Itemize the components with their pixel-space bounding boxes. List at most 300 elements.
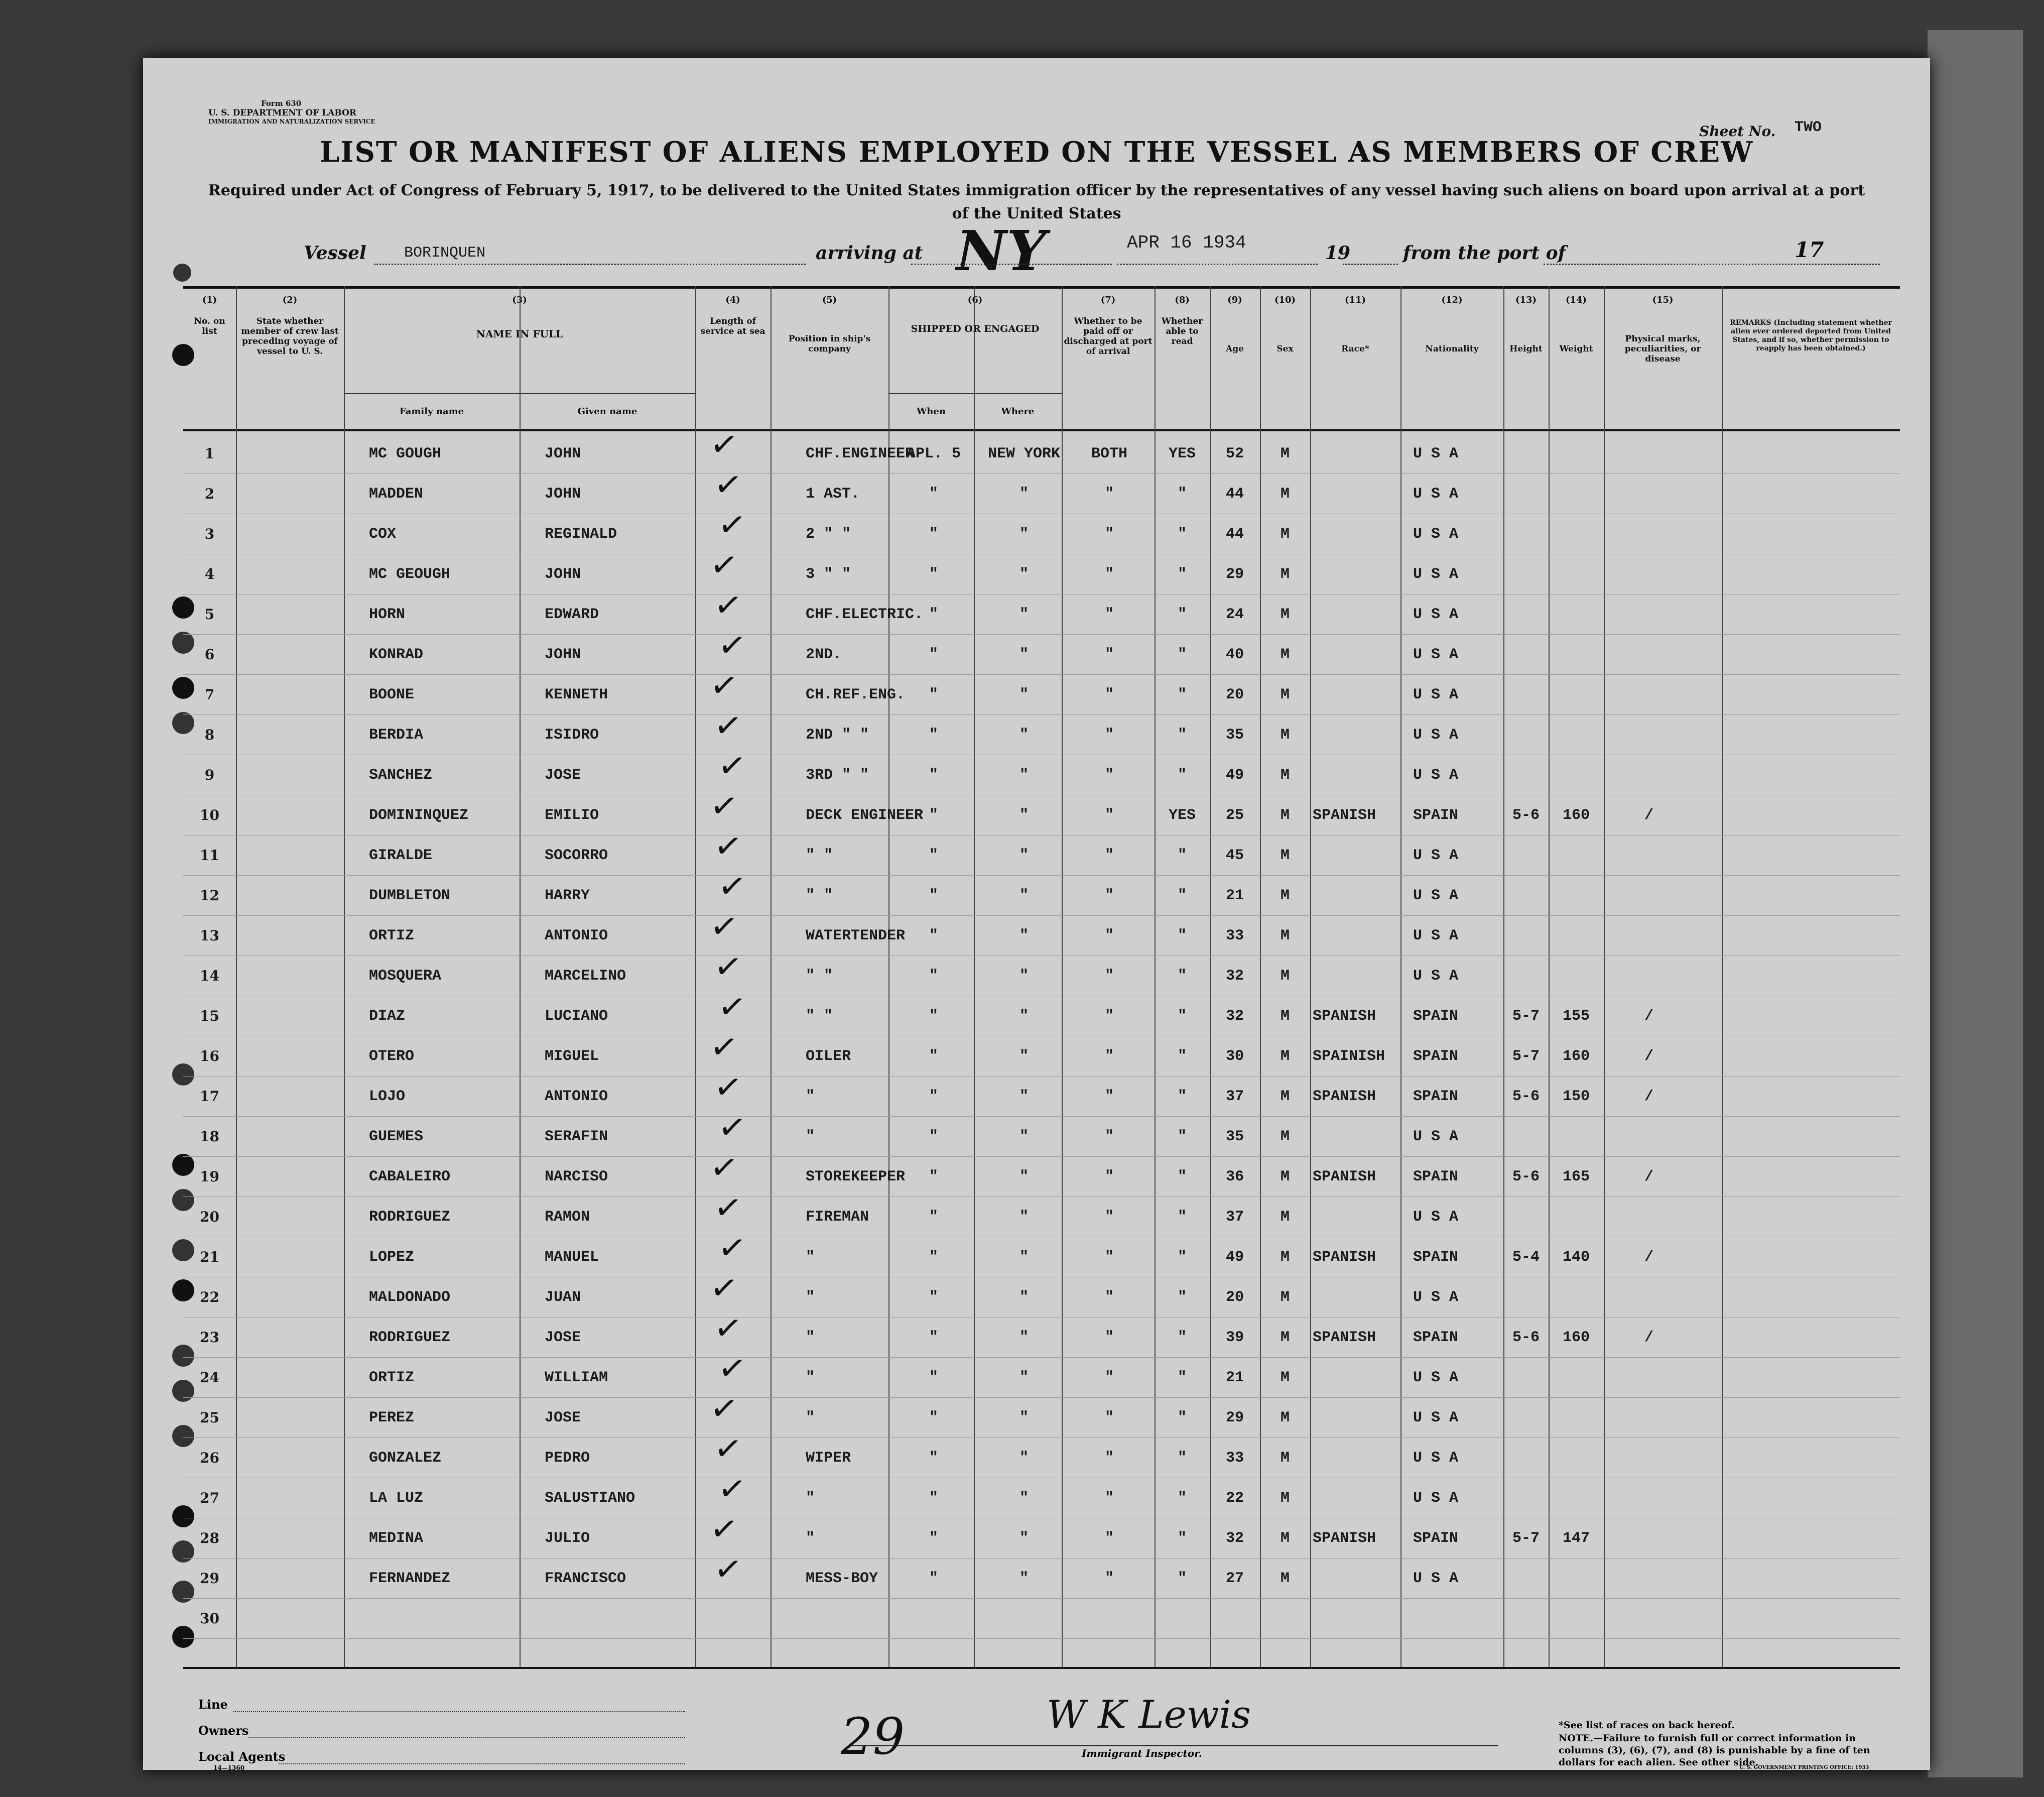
height <box>1503 1439 1549 1478</box>
able-to-read: " <box>1177 1329 1187 1346</box>
row-number: 28 <box>200 1530 219 1546</box>
height: 5-6 <box>1512 807 1540 824</box>
able-to-read: " <box>1177 1369 1187 1386</box>
col-subheader-where: Where <box>974 393 1062 429</box>
weight <box>1549 1559 1604 1598</box>
given-name: PEDRO <box>545 1450 590 1467</box>
check-mark: ✓ <box>707 1508 741 1550</box>
page-title: LIST OR MANIFEST OF ALIENS EMPLOYED ON THE VESSEL AS MEMBERS OF CREW <box>319 136 1754 169</box>
check-mark: ✓ <box>707 1387 741 1430</box>
col-header-remarks: REMARKS (Including statement whether alien ever ordered deported from United States, and if so, whether permission to reapply has been obtained.) <box>1730 319 1892 352</box>
check-mark: ✓ <box>715 1347 749 1390</box>
nationality: SPAIN <box>1413 1088 1459 1105</box>
age: 20 <box>1225 1289 1244 1306</box>
row-number: 5 <box>204 606 215 623</box>
race: SPANISH <box>1313 1530 1376 1547</box>
from-port-label: from the port of <box>1403 243 1566 264</box>
paid-off: " <box>1104 1048 1114 1065</box>
race <box>1313 1479 1403 1518</box>
nationality: SPAIN <box>1413 1530 1459 1547</box>
shipped-when: " <box>929 847 938 864</box>
given-name: SOCORRO <box>545 847 608 864</box>
age: 39 <box>1225 1329 1244 1346</box>
table-row <box>183 1146 1900 1197</box>
family-name: BERDIA <box>369 727 424 744</box>
weight <box>1549 836 1604 875</box>
position: WIPER <box>806 1450 851 1467</box>
col-subheader-family: Family name <box>344 393 521 429</box>
family-name: ORTIZ <box>369 1369 415 1386</box>
able-to-read: YES <box>1168 445 1196 462</box>
weight <box>1549 715 1604 755</box>
year-label: 19 <box>1325 243 1351 264</box>
shipped-where <box>981 1599 1067 1638</box>
nationality: U S A <box>1413 526 1459 543</box>
given-name: MARCELINO <box>545 968 626 985</box>
shipped-when: " <box>929 1088 938 1105</box>
sex: M <box>1280 767 1290 784</box>
able-to-read: " <box>1177 1209 1187 1226</box>
col-header-age: (9) Age <box>1210 289 1261 429</box>
age: 29 <box>1225 566 1244 583</box>
nationality: U S A <box>1413 1128 1459 1145</box>
height <box>1503 876 1549 915</box>
vessel-line <box>143 218 1930 283</box>
age: 35 <box>1225 727 1244 744</box>
age: 44 <box>1225 486 1244 503</box>
paid-off: " <box>1104 686 1114 703</box>
physical-marks <box>1629 1197 1669 1237</box>
row-number: 1 <box>204 445 215 462</box>
underlying-page <box>1928 30 2023 1777</box>
given-name: ANTONIO <box>545 1088 608 1105</box>
paid-off: " <box>1104 767 1114 784</box>
family-name: ORTIZ <box>369 927 415 944</box>
shipped-when: " <box>929 1128 938 1145</box>
col-header-read: (8) Whether able to read <box>1155 289 1211 429</box>
table-row <box>183 945 1900 996</box>
height <box>1503 515 1549 554</box>
paid-off: " <box>1104 727 1114 744</box>
weight: 147 <box>1562 1530 1590 1547</box>
paid-off: " <box>1104 1450 1114 1467</box>
sex: M <box>1280 1570 1290 1587</box>
position: " <box>806 1289 815 1306</box>
sex: M <box>1280 1369 1290 1386</box>
given-name: JOHN <box>545 566 581 583</box>
row-number: 29 <box>200 1570 219 1587</box>
able-to-read: " <box>1177 1048 1187 1065</box>
height <box>1503 715 1549 755</box>
check-mark: ✓ <box>711 704 745 747</box>
nationality: U S A <box>1413 445 1459 462</box>
physical-marks: / <box>1644 1048 1653 1065</box>
shipped-where: " <box>1019 847 1029 864</box>
shipped-where: " <box>1019 606 1029 623</box>
shipped-when <box>896 1599 971 1638</box>
given-name: MIGUEL <box>545 1048 599 1065</box>
manifest-sheet <box>143 58 1930 1770</box>
family-name: CABALEIRO <box>369 1168 451 1185</box>
age: 35 <box>1225 1128 1244 1145</box>
weight <box>1549 635 1604 674</box>
height <box>1503 836 1549 875</box>
table-row <box>183 584 1900 635</box>
manifest-footer <box>183 1667 1900 1770</box>
row-number: 9 <box>204 767 215 783</box>
paid-off: " <box>1104 1409 1114 1426</box>
physical-marks <box>1629 1439 1669 1478</box>
row-number: 4 <box>204 566 215 582</box>
able-to-read: " <box>1177 646 1187 663</box>
height: 5-6 <box>1512 1168 1540 1185</box>
age: 45 <box>1225 847 1244 864</box>
family-name: MEDINA <box>369 1530 424 1547</box>
shipped-where: " <box>1019 1088 1029 1105</box>
position: " " <box>806 887 833 904</box>
height: 5-7 <box>1512 1530 1540 1547</box>
shipped-where: " <box>1019 1329 1029 1346</box>
age: 32 <box>1225 1530 1244 1547</box>
weight <box>1549 434 1604 473</box>
race <box>1313 595 1403 634</box>
shipped-where: " <box>1019 1048 1029 1065</box>
physical-marks <box>1629 1479 1669 1518</box>
shipped-where: " <box>1019 566 1029 583</box>
sex <box>1262 1599 1308 1638</box>
paid-off: " <box>1104 1008 1114 1025</box>
table-row <box>183 1387 1900 1438</box>
row-number: 22 <box>200 1289 219 1305</box>
nationality: U S A <box>1413 606 1459 623</box>
col-header-no: (1) No. on list <box>183 289 237 429</box>
position: 2 " " <box>806 526 851 543</box>
shipped-when: " <box>929 686 938 703</box>
printer-line: U. S. GOVERNMENT PRINTING OFFICE: 1933 <box>1739 1765 1869 1770</box>
weight: 160 <box>1562 807 1590 824</box>
paid-off <box>1064 1599 1155 1638</box>
given-name: ISIDRO <box>545 727 599 744</box>
able-to-read: " <box>1177 1409 1187 1426</box>
age: 37 <box>1225 1209 1244 1226</box>
race <box>1313 515 1403 554</box>
age: 25 <box>1225 807 1244 824</box>
paid-off: " <box>1104 1168 1114 1185</box>
race <box>1313 474 1403 514</box>
age: 49 <box>1225 1249 1244 1266</box>
able-to-read: " <box>1177 1490 1187 1507</box>
position: 1 AST. <box>806 486 860 503</box>
race <box>1313 916 1403 955</box>
sex: M <box>1280 847 1290 864</box>
able-to-read: " <box>1177 606 1187 623</box>
able-to-read: " <box>1177 887 1187 904</box>
height <box>1503 595 1549 634</box>
paid-off: " <box>1104 606 1114 623</box>
check-mark: ✓ <box>707 1146 741 1189</box>
position: 3RD " " <box>806 767 869 784</box>
row-number: 8 <box>204 727 215 743</box>
age: 40 <box>1225 646 1244 663</box>
row-number: 2 <box>204 486 215 502</box>
check-mark: ✓ <box>707 1267 741 1309</box>
race <box>1313 756 1403 795</box>
sex: M <box>1280 1289 1290 1306</box>
age: 33 <box>1225 1450 1244 1467</box>
height <box>1503 474 1549 514</box>
given-name: LUCIANO <box>545 1008 608 1025</box>
weight: 160 <box>1562 1048 1590 1065</box>
able-to-read: " <box>1177 526 1187 543</box>
shipped-where: " <box>1019 727 1029 744</box>
table-header <box>183 286 1900 431</box>
check-mark: ✓ <box>711 1427 745 1470</box>
paid-off: " <box>1104 1369 1114 1386</box>
col-header-prior-voyage: (2) State whether member of crew last preceding voyage of vessel to U. S. <box>236 289 345 429</box>
position: " " <box>806 847 833 864</box>
family-name: RODRIGUEZ <box>369 1329 451 1346</box>
family-name: MALDONADO <box>369 1289 451 1306</box>
sex: M <box>1280 1530 1290 1547</box>
given-name: NARCISO <box>545 1168 608 1185</box>
paid-off: " <box>1104 1490 1114 1507</box>
height: 5-6 <box>1512 1088 1540 1105</box>
nationality: U S A <box>1413 767 1459 784</box>
physical-marks <box>1629 555 1669 594</box>
position: CH.REF.ENG. <box>806 686 906 703</box>
position: " <box>806 1409 815 1426</box>
age: 32 <box>1225 1008 1244 1025</box>
arriving-port: NY <box>956 218 1047 283</box>
table-row <box>183 664 1900 715</box>
table-row <box>183 745 1900 795</box>
shipped-where: NEW YORK <box>987 445 1061 462</box>
able-to-read: " <box>1177 767 1187 784</box>
shipped-when: " <box>929 1209 938 1226</box>
check-mark: ✓ <box>711 1548 745 1591</box>
weight <box>1549 515 1604 554</box>
race <box>1313 434 1403 473</box>
race: SPANISH <box>1313 1088 1376 1105</box>
paid-off: " <box>1104 1570 1114 1587</box>
shipped-where: " <box>1019 1249 1029 1266</box>
nationality: SPAIN <box>1413 1008 1459 1025</box>
check-mark: ✓ <box>715 986 749 1028</box>
given-name: JOSE <box>545 1329 581 1346</box>
nationality: U S A <box>1413 968 1459 985</box>
shipped-where: " <box>1019 1289 1029 1306</box>
nationality: U S A <box>1413 927 1459 944</box>
nationality: U S A <box>1413 1369 1459 1386</box>
row-number: 10 <box>200 807 219 823</box>
table-row <box>183 423 1900 474</box>
able-to-read: " <box>1177 727 1187 744</box>
races-note: *See list of races on back hereof. <box>1559 1720 1735 1731</box>
age: 49 <box>1225 767 1244 784</box>
row-number: 21 <box>200 1249 219 1265</box>
shipped-when: " <box>929 526 938 543</box>
family-name: KONRAD <box>369 646 424 663</box>
race <box>1313 1278 1403 1317</box>
race: SPAINISH <box>1313 1048 1385 1065</box>
department-name: U. S. DEPARTMENT OF LABOR <box>208 108 356 118</box>
able-to-read: " <box>1177 686 1187 703</box>
given-name: MANUEL <box>545 1249 599 1266</box>
given-name: JOHN <box>545 646 581 663</box>
table-row <box>183 1427 1900 1478</box>
able-to-read: " <box>1177 1249 1187 1266</box>
weight <box>1549 595 1604 634</box>
shipped-when: " <box>929 1048 938 1065</box>
row-number: 7 <box>204 686 215 703</box>
row-number: 6 <box>204 646 215 663</box>
sheet-value: TWO <box>1795 119 1822 136</box>
shipped-where: " <box>1019 1450 1029 1467</box>
nationality: U S A <box>1413 727 1459 744</box>
row-number: 11 <box>200 847 219 864</box>
check-mark: ✓ <box>711 1186 745 1229</box>
col-subheader-when: When <box>888 393 975 429</box>
check-mark: ✓ <box>715 1227 749 1269</box>
shipped-where: " <box>1019 968 1029 985</box>
sex: M <box>1280 1048 1290 1065</box>
family-name: LA LUZ <box>369 1490 424 1507</box>
shipped-where: " <box>1019 1490 1029 1507</box>
table-row <box>183 1066 1900 1117</box>
able-to-read: " <box>1177 1289 1187 1306</box>
weight <box>1549 876 1604 915</box>
paid-off: BOTH <box>1091 445 1127 462</box>
row-number: 25 <box>200 1409 219 1426</box>
race <box>1313 836 1403 875</box>
family-name: MADDEN <box>369 486 424 503</box>
weight <box>1549 1479 1604 1518</box>
inspector-label: Immigrant Inspector. <box>1082 1747 1202 1759</box>
weight <box>1549 916 1604 955</box>
table-row <box>183 785 1900 835</box>
height: 5-7 <box>1512 1048 1540 1065</box>
paid-off: " <box>1104 1289 1114 1306</box>
row-number: 15 <box>200 1008 219 1024</box>
family-name: MC GEOUGH <box>369 566 451 583</box>
col-header-weight: (14) Weight <box>1549 289 1605 429</box>
height <box>1503 555 1549 594</box>
height <box>1503 1398 1549 1437</box>
check-mark: ✓ <box>715 745 749 787</box>
race <box>1313 1117 1403 1156</box>
height <box>1503 675 1549 714</box>
agents-code: 14—1360 <box>213 1764 245 1770</box>
physical-marks <box>1629 515 1669 554</box>
shipped-when: " <box>929 887 938 904</box>
position: DECK ENGINEER <box>806 807 924 824</box>
nationality <box>1413 1599 1513 1638</box>
weight: 155 <box>1562 1008 1590 1025</box>
penalty-note: NOTE.—Failure to furnish full or correct information in columns (3), (6), (7), and (8) is punishable by a fine of ten dollars for each alien. See other side. <box>1559 1733 1870 1768</box>
able-to-read: YES <box>1168 807 1196 824</box>
nationality: U S A <box>1413 486 1459 503</box>
position: " <box>806 1128 815 1145</box>
table-row <box>183 825 1900 876</box>
nationality: U S A <box>1413 1209 1459 1226</box>
physical-marks: / <box>1644 1329 1653 1346</box>
weight <box>1549 1599 1604 1638</box>
col-header-position: (5) Position in ship's company <box>771 289 889 429</box>
sex: M <box>1280 727 1290 744</box>
sex: M <box>1280 1128 1290 1145</box>
shipped-where: " <box>1019 686 1029 703</box>
table-row <box>183 1227 1900 1277</box>
row-number: 20 <box>200 1209 219 1225</box>
check-mark: ✓ <box>715 624 749 667</box>
position: " <box>806 1369 815 1386</box>
shipped-when: " <box>929 566 938 583</box>
position: " <box>806 1249 815 1266</box>
family-name: FERNANDEZ <box>369 1570 451 1587</box>
table-row <box>183 1267 1900 1317</box>
given-name: SALUSTIANO <box>545 1490 635 1507</box>
table-row <box>183 1548 1900 1599</box>
height <box>1503 1358 1549 1397</box>
shipped-when: " <box>929 1249 938 1266</box>
physical-marks <box>1629 1519 1669 1558</box>
physical-marks <box>1629 1278 1669 1317</box>
height <box>1503 916 1549 955</box>
row-number: 24 <box>200 1369 219 1386</box>
race <box>1313 1358 1403 1397</box>
date-stamp: APR 16 1934 <box>1127 232 1246 253</box>
col-header-service: (4) Length of service at sea <box>695 289 772 429</box>
age: 44 <box>1225 526 1244 543</box>
table-row <box>183 624 1900 675</box>
table-row <box>183 1468 1900 1518</box>
shipped-when: " <box>929 1369 938 1386</box>
shipped-where: " <box>1019 1369 1029 1386</box>
position: MESS-BOY <box>806 1570 878 1587</box>
handwritten-count: 29 <box>841 1707 905 1766</box>
nationality: SPAIN <box>1413 807 1459 824</box>
shipped-where: " <box>1019 1128 1029 1145</box>
family-name: COX <box>369 526 397 543</box>
race: SPANISH <box>1313 1008 1376 1025</box>
height <box>1503 1117 1549 1156</box>
age: 24 <box>1225 606 1244 623</box>
position: 2ND. <box>806 646 842 663</box>
shipped-where: " <box>1019 1008 1029 1025</box>
sex: M <box>1280 686 1290 703</box>
height <box>1503 1599 1549 1638</box>
height <box>1503 1479 1549 1518</box>
able-to-read: " <box>1177 1008 1187 1025</box>
corner-number: 17 <box>1795 237 1824 262</box>
physical-marks <box>1629 474 1669 514</box>
sex: M <box>1280 1088 1290 1105</box>
row-number: 13 <box>200 927 219 944</box>
age: 33 <box>1225 927 1244 944</box>
given-name: JOSE <box>545 1409 581 1426</box>
given-name: FRANCISCO <box>545 1570 626 1587</box>
paid-off: " <box>1104 1088 1114 1105</box>
weight <box>1549 555 1604 594</box>
col-header-paid-off: (7) Whether to be paid off or discharged at port of arrival <box>1062 289 1156 429</box>
shipped-when: " <box>929 1008 938 1025</box>
shipped-when: " <box>929 927 938 944</box>
shipped-when: " <box>929 767 938 784</box>
sex: M <box>1280 1008 1290 1025</box>
row-number: 19 <box>200 1168 219 1185</box>
height <box>1503 956 1549 996</box>
paid-off: " <box>1104 1329 1114 1346</box>
